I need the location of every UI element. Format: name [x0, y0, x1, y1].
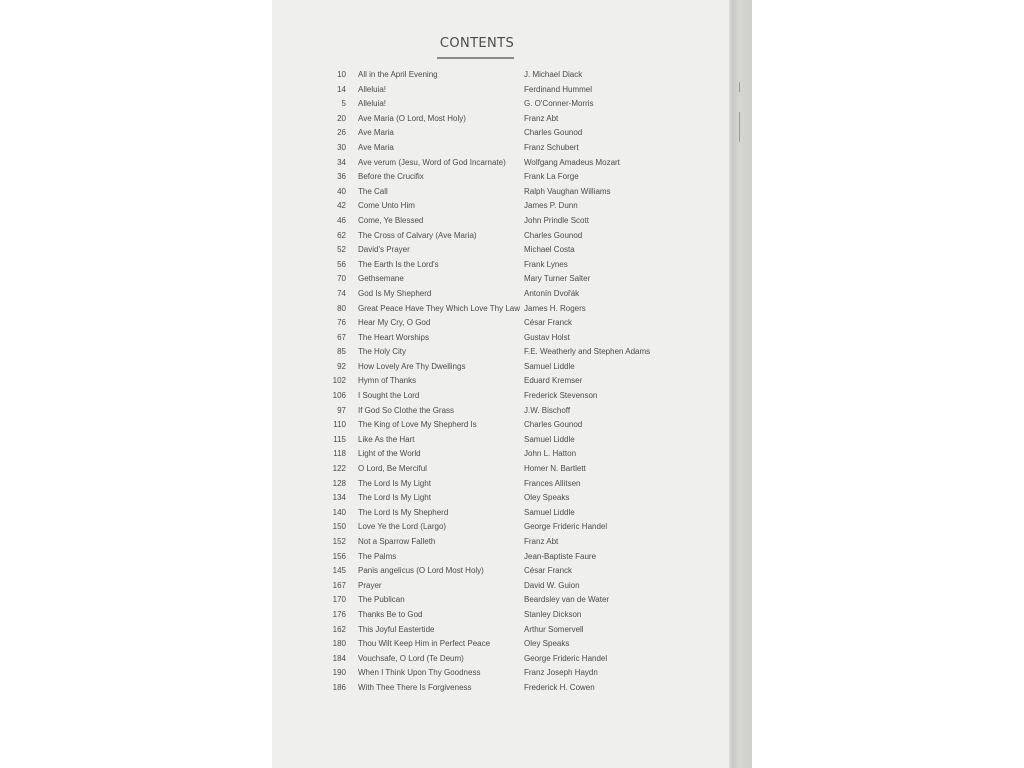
- entry-song-title: O Lord, Be Merciful: [358, 464, 427, 474]
- contents-entry: [320, 593, 680, 608]
- entry-page-number: 97: [337, 405, 346, 415]
- entry-song-title: The Call: [358, 186, 388, 196]
- entry-composer: Frederick H. Cowen: [524, 682, 595, 692]
- entry-song-title: Vouchsafe, O Lord (Te Deum): [358, 653, 464, 663]
- entry-page-number: 85: [337, 347, 346, 357]
- entry-page-number: 190: [332, 668, 346, 678]
- entry-page-number: 14: [337, 84, 346, 94]
- entry-composer: Franz Abt: [524, 537, 559, 546]
- entry-page-number: 10: [337, 70, 346, 79]
- entry-page-number: 170: [332, 595, 346, 605]
- contents-entry: [320, 477, 680, 492]
- entry-composer: Frank Lynes: [524, 259, 568, 269]
- contents-entry: [320, 447, 680, 462]
- contents-entry: [320, 579, 680, 594]
- entry-composer: Homer N. Bartlett: [524, 464, 586, 474]
- entry-page-number: 70: [337, 274, 346, 284]
- entry-composer: James P. Dunn: [524, 201, 578, 211]
- page-title: CONTENTS: [439, 36, 515, 51]
- entry-page-number: 118: [333, 449, 346, 459]
- entry-composer: Arthur Somervell: [524, 624, 584, 634]
- entry-page-number: 184: [332, 653, 346, 663]
- entry-composer: Gustav Holst: [524, 332, 570, 342]
- entry-composer: Frances Allitsen: [524, 478, 581, 488]
- contents-entry: [320, 506, 680, 521]
- contents-entry: [320, 374, 680, 389]
- entry-song-title: Before the Crucifix: [358, 172, 424, 182]
- contents-entry: [320, 229, 680, 244]
- entry-page-number: 150: [332, 522, 346, 532]
- edge-mark: [739, 82, 740, 92]
- entry-page-number: 34: [337, 157, 346, 167]
- entry-composer: Samuel Liddle: [524, 434, 575, 444]
- contents-entry: [320, 243, 680, 258]
- contents-entry: [320, 331, 680, 346]
- entry-composer: Frank La Forge: [524, 172, 579, 182]
- entry-page-number: 156: [332, 551, 346, 561]
- entry-song-title: The King of Love My Shepherd Is: [358, 420, 477, 430]
- contents-entry: [320, 564, 680, 579]
- entry-song-title: How Lovely Are Thy Dwellings: [358, 361, 466, 371]
- entry-page-number: 30: [337, 142, 346, 152]
- entry-song-title: Ave Maria: [358, 128, 394, 138]
- entry-composer: Oley Speaks: [524, 493, 570, 503]
- edge-mark: [739, 112, 740, 142]
- entry-composer: Oley Speaks: [524, 639, 570, 649]
- entry-page-number: 40: [337, 186, 346, 196]
- entry-composer: John L. Hatton: [524, 449, 577, 459]
- entry-page-number: 20: [337, 113, 346, 123]
- entry-page-number: 140: [332, 507, 346, 517]
- entry-page-number: 56: [337, 259, 346, 269]
- contents-entry: [320, 520, 680, 535]
- contents-entry: [320, 462, 680, 477]
- contents-entry: [320, 491, 680, 506]
- entry-song-title: Great Peace Have They Which Love Thy Law: [358, 303, 521, 313]
- contents-entry: [320, 287, 680, 302]
- entry-song-title: The Palms: [358, 551, 397, 561]
- entry-song-title: Love Ye the Lord (Largo): [358, 522, 447, 532]
- contents-entry: [320, 418, 680, 433]
- entry-composer: Eduard Kremser: [524, 376, 583, 386]
- entry-song-title: Panis angelicus (O Lord Most Holy): [358, 566, 484, 576]
- entry-composer: G. O'Conner-Morris: [524, 99, 594, 109]
- entry-song-title: Ave verum (Jesu, Word of God Incarnate): [358, 157, 506, 167]
- entry-composer: Samuel Liddle: [524, 507, 575, 517]
- contents-list: [320, 68, 680, 696]
- entry-song-title: I Sought the Lord: [358, 391, 420, 401]
- contents-entry: [320, 681, 680, 696]
- contents-entry: [320, 97, 680, 112]
- entry-song-title: The Cross of Calvary (Ave Maria): [358, 230, 477, 240]
- entry-page-number: 162: [332, 624, 346, 634]
- entry-song-title: Like As the Hart: [358, 434, 415, 444]
- entry-page-number: 26: [337, 128, 346, 138]
- entry-page-number: 145: [332, 566, 346, 576]
- entry-song-title: Thou Wilt Keep Him in Perfect Peace: [358, 639, 491, 649]
- contents-entry: [320, 535, 680, 550]
- entry-composer: Charles Gounod: [524, 420, 583, 430]
- entry-composer: John Prindle Scott: [524, 215, 589, 225]
- entry-composer: Mary Turner Salter: [524, 274, 591, 284]
- entry-song-title: Hymn of Thanks: [358, 376, 417, 386]
- entry-page-number: 122: [332, 464, 346, 474]
- contents-entry: [320, 550, 680, 565]
- entry-page-number: 115: [333, 434, 346, 444]
- entry-page-number: 128: [332, 478, 346, 488]
- entry-page-number: 74: [337, 288, 346, 298]
- entry-composer: Beardsley van de Water: [524, 595, 610, 605]
- entry-page-number: 186: [332, 682, 346, 692]
- entry-composer: Frederick Stevenson: [524, 391, 598, 401]
- entry-song-title: The Earth Is the Lord's: [358, 259, 439, 269]
- contents-entry: [320, 199, 680, 214]
- title-underline: [437, 57, 514, 59]
- entry-page-number: 180: [332, 639, 346, 649]
- entry-composer: George Frideric Handel: [524, 653, 608, 663]
- contents-entry: [320, 214, 680, 229]
- entry-page-number: 110: [333, 420, 346, 430]
- entry-song-title: Come, Ye Blessed: [358, 215, 424, 225]
- entry-composer: César Franck: [524, 318, 573, 328]
- page-edge: [732, 0, 752, 768]
- entry-page-number: 52: [337, 245, 346, 255]
- entry-composer: César Franck: [524, 566, 573, 576]
- entry-song-title: Prayer: [358, 580, 382, 590]
- contents-entry: [320, 170, 680, 185]
- entry-page-number: 67: [337, 332, 346, 342]
- entry-composer: Jean-Baptiste Faure: [524, 551, 597, 561]
- contents-entry: [320, 272, 680, 287]
- entry-composer: Franz Joseph Haydn: [524, 668, 598, 678]
- contents-entry: [320, 389, 680, 404]
- entry-song-title: Come Unto Him: [358, 201, 415, 211]
- entry-song-title: When I Think Upon Thy Goodness: [358, 668, 481, 678]
- entry-composer: Samuel Liddle: [524, 361, 575, 371]
- entry-page-number: 42: [337, 201, 346, 211]
- entry-song-title: All in the April Evening: [358, 70, 438, 79]
- entry-page-number: 106: [332, 391, 346, 401]
- entry-song-title: Ave Maria: [358, 142, 394, 152]
- entry-page-number: 80: [337, 303, 346, 313]
- contents-entry: [320, 666, 680, 681]
- entry-song-title: Ave Maria (O Lord, Most Holy): [358, 113, 466, 123]
- contents-entry: [320, 258, 680, 273]
- entry-page-number: 5: [341, 99, 346, 109]
- entry-song-title: The Holy City: [358, 347, 407, 357]
- entry-page-number: 92: [337, 361, 346, 371]
- entry-song-title: The Lord Is My Light: [358, 478, 431, 488]
- contents-entry: [320, 156, 680, 171]
- entry-composer: Franz Schubert: [524, 142, 579, 152]
- contents-entry: [320, 126, 680, 141]
- entry-song-title: David's Prayer: [358, 245, 410, 255]
- entry-song-title: Alleluia!: [358, 99, 387, 109]
- entry-composer: Ferdinand Hummel: [524, 84, 593, 94]
- entry-composer: Charles Gounod: [524, 128, 583, 138]
- entry-composer: George Frideric Handel: [524, 522, 608, 532]
- contents-entry: [320, 433, 680, 448]
- entry-page-number: 76: [337, 318, 346, 328]
- entry-song-title: The Publican: [358, 595, 405, 605]
- entry-song-title: Not a Sparrow Falleth: [358, 537, 436, 546]
- entry-page-number: 62: [337, 230, 346, 240]
- contents-entry: [320, 637, 680, 652]
- entry-composer: Antonín Dvořák: [524, 288, 580, 298]
- contents-entry: [320, 316, 680, 331]
- entry-song-title: Thanks Be to God: [358, 609, 423, 619]
- contents-entry: [320, 68, 680, 83]
- entry-page-number: 176: [332, 609, 346, 619]
- entry-song-title: The Lord Is My Shepherd: [358, 507, 449, 517]
- entry-composer: James H. Rogers: [524, 303, 586, 313]
- entry-composer: Stanley Dickson: [524, 609, 582, 619]
- contents-entry: [320, 345, 680, 360]
- entry-composer: Michael Costa: [524, 245, 575, 255]
- entry-page-number: 152: [332, 537, 346, 546]
- entry-composer: Ralph Vaughan Williams: [524, 186, 611, 196]
- contents-entry: [320, 608, 680, 623]
- contents-entry: [320, 302, 680, 317]
- contents-entry: [320, 185, 680, 200]
- entry-page-number: 167: [332, 580, 346, 590]
- entry-song-title: With Thee There Is Forgiveness: [358, 682, 472, 692]
- entry-page-number: 102: [332, 376, 346, 386]
- contents-entry: [320, 83, 680, 98]
- entry-composer: J. Michael Diack: [524, 70, 583, 79]
- entry-song-title: Light of the World: [358, 449, 421, 459]
- entry-song-title: If God So Clothe the Grass: [358, 405, 455, 415]
- entry-composer: Charles Gounod: [524, 230, 583, 240]
- entry-composer: J.W. Bischoff: [524, 405, 571, 415]
- contents-entry: [320, 141, 680, 156]
- contents-entry: [320, 112, 680, 127]
- entry-song-title: The Lord Is My Light: [358, 493, 431, 503]
- contents-entry: [320, 360, 680, 375]
- contents-entry: [320, 623, 680, 638]
- entry-song-title: Gethsemane: [358, 274, 404, 284]
- entry-page-number: 134: [332, 493, 346, 503]
- entry-song-title: Hear My Cry, O God: [358, 318, 431, 328]
- entry-song-title: This Joyful Eastertide: [358, 624, 435, 634]
- entry-composer: F.E. Weatherly and Stephen Adams: [524, 347, 651, 357]
- entry-composer: Wolfgang Amadeus Mozart: [524, 157, 620, 167]
- contents-entry: [320, 652, 680, 667]
- entry-page-number: 46: [337, 215, 346, 225]
- entry-song-title: Alleluia!: [358, 84, 387, 94]
- contents-entry: [320, 404, 680, 419]
- entry-page-number: 36: [337, 172, 346, 182]
- entry-composer: David W. Guion: [524, 580, 580, 590]
- entry-song-title: The Heart Worships: [358, 332, 429, 342]
- entry-composer: Franz Abt: [524, 113, 559, 123]
- entry-song-title: God Is My Shepherd: [358, 288, 432, 298]
